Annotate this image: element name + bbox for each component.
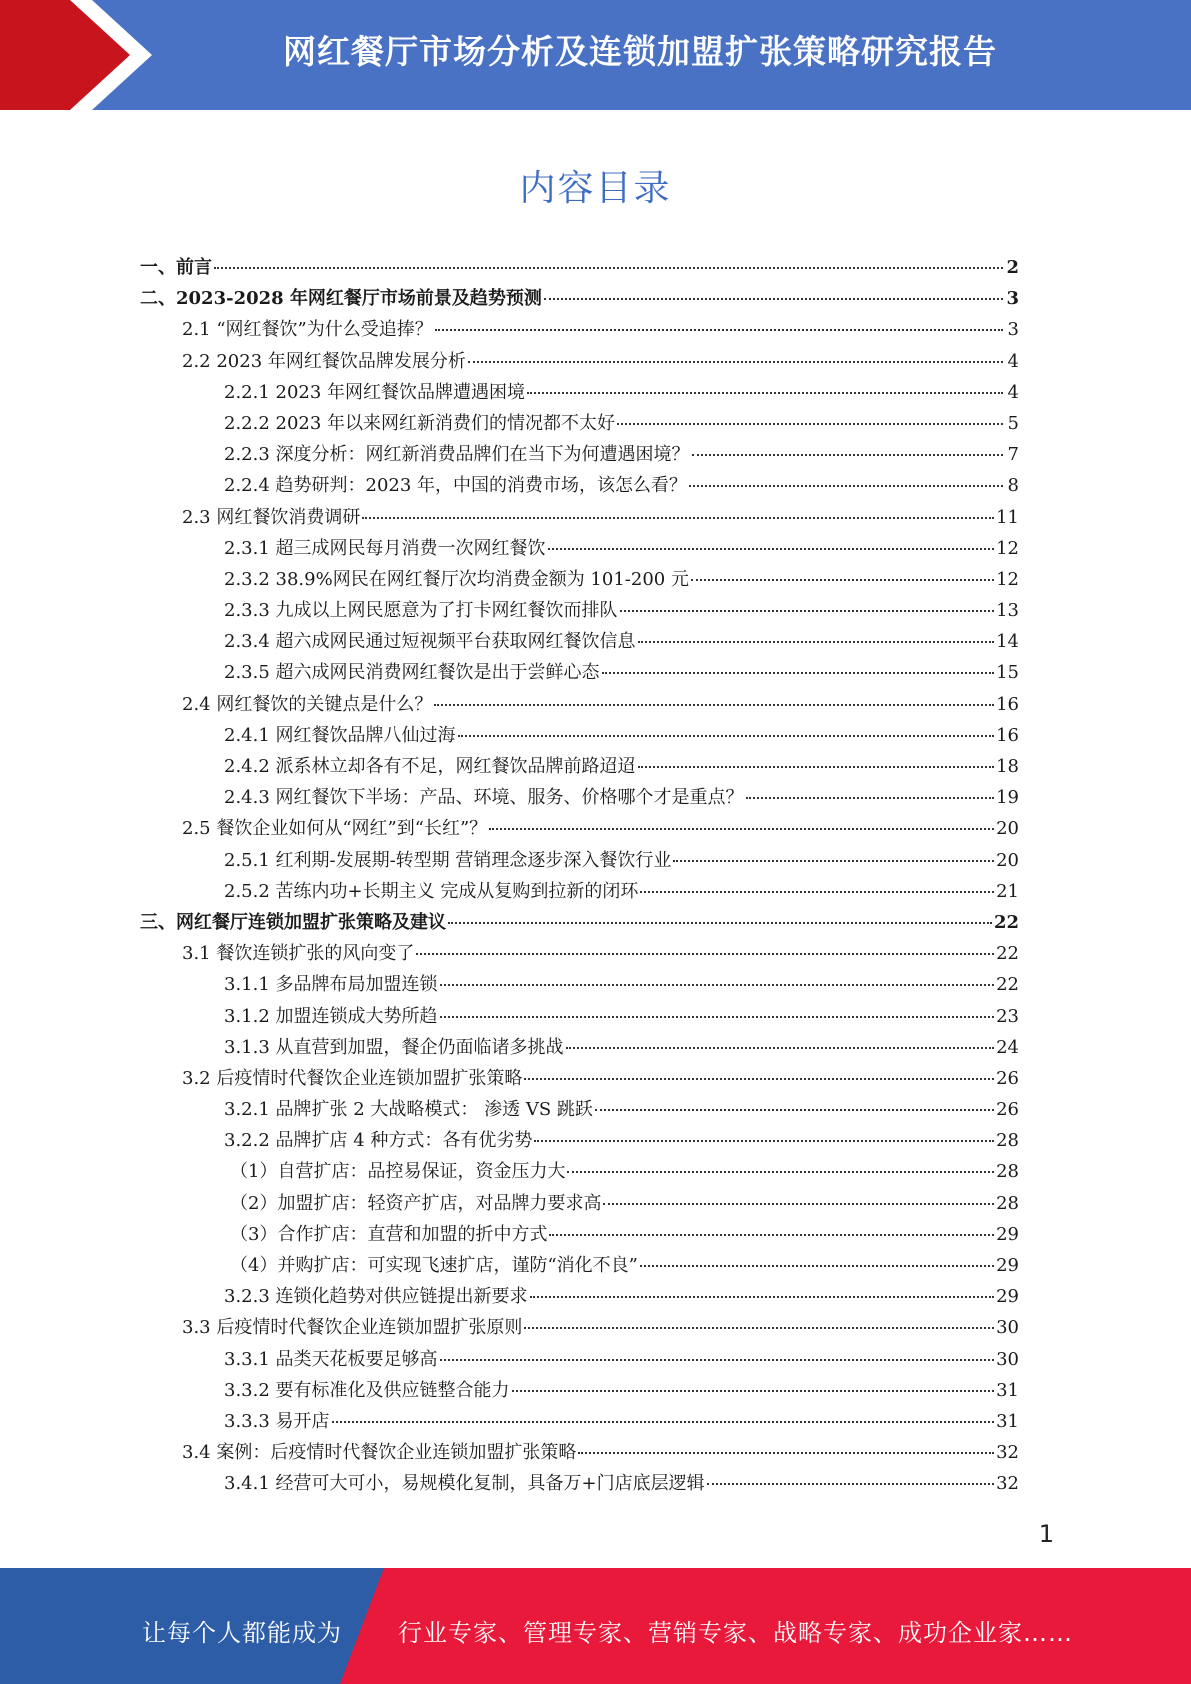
toc-leader-dots <box>602 672 995 674</box>
toc-entry[interactable] <box>140 503 1019 534</box>
toc-entry-text: 二、2023-2028 年网红餐厅市场前景及趋势预测 <box>140 288 542 310</box>
toc-heading: 内容目录 <box>519 168 672 209</box>
toc-entry[interactable] <box>140 814 1019 845</box>
toc-entry[interactable] <box>140 534 1019 565</box>
toc-leader-dots <box>692 454 1003 456</box>
toc-leader-dots <box>458 735 995 737</box>
toc-entry-page: 28 <box>996 1161 1019 1183</box>
toc-entry-text: （4）并购扩店：可实现飞速扩店，谨防“消化不良” <box>230 1255 638 1276</box>
toc-entry-text: 3.3.2 要有标准化及供应链整合能力 <box>224 1379 510 1401</box>
toc-leader-dots <box>544 298 1003 300</box>
toc-entry-text: 3.4.1 经营可大可小，易规模化复制，具备万+门店底层逻辑 <box>224 1473 705 1495</box>
toc-leader-dots <box>620 610 995 612</box>
toc-entry[interactable] <box>140 658 1019 689</box>
toc-entry-text: 2.5.2 苦练内功+长期主义 完成从复购到拉新的闭环 <box>224 880 639 902</box>
toc-entry-page: 28 <box>996 1130 1019 1152</box>
toc-leader-dots <box>595 1109 994 1111</box>
toc-entry-text: 2.4.3 网红餐饮下半场：产品、环境、服务、价格哪个才是重点？ <box>224 787 744 809</box>
toc-leader-dots <box>689 485 1003 487</box>
toc-leader-dots <box>707 1483 994 1485</box>
toc-entry-text: （2）加盟扩店：轻资产扩店，对品牌力要求高 <box>230 1192 602 1214</box>
toc-entry[interactable] <box>140 690 1019 721</box>
toc-entry-page: 4 <box>1007 350 1019 372</box>
toc-entry-text: 3.3.3 易开店 <box>224 1410 330 1432</box>
toc-entry-page: 16 <box>996 693 1019 715</box>
toc-entry[interactable] <box>140 284 1019 315</box>
toc-entry-text: 2.4.2 派系林立却各有不足，网红餐饮品牌前路迢迢 <box>224 756 636 777</box>
toc-entry-text: 3.1.2 加盟连锁成大势所趋 <box>224 1005 438 1027</box>
toc-entry-page: 2 <box>1006 257 1019 278</box>
toc-leader-dots <box>435 329 1003 331</box>
toc-entry-text: 3.4 案例：后疫情时代餐饮企业连锁加盟扩张策略 <box>182 1442 577 1464</box>
toc-entry[interactable] <box>140 970 1019 1001</box>
toc-entry[interactable] <box>140 1033 1019 1064</box>
toc-entry-page: 15 <box>996 662 1019 684</box>
toc-entry[interactable] <box>140 1220 1019 1251</box>
toc-entry-text: 2.2.2 2023 年以来网红新消费们的情况都不太好 <box>224 412 616 434</box>
toc-entry-page: 5 <box>1007 412 1019 434</box>
toc-leader-dots <box>549 1234 994 1236</box>
toc-entry[interactable] <box>140 1345 1019 1376</box>
toc-entry-text: 3.2.2 品牌扩店 4 种方式：各有优劣势 <box>224 1130 533 1152</box>
toc-leader-dots <box>567 1171 994 1173</box>
toc-leader-dots <box>640 1265 994 1267</box>
toc-entry-text: 2.1 “网红餐饮”为什么受追捧？ <box>182 319 433 341</box>
toc-entry[interactable] <box>140 1126 1019 1157</box>
toc-leader-dots <box>746 797 995 799</box>
toc-leader-dots <box>214 267 1003 269</box>
toc-entry-page: 29 <box>996 1223 1019 1245</box>
toc-entry[interactable] <box>140 1313 1019 1344</box>
toc-entry[interactable] <box>140 1251 1019 1282</box>
toc-entry[interactable] <box>140 783 1019 814</box>
toc-entry[interactable] <box>140 846 1019 877</box>
page-number: 1 <box>1038 1520 1054 1548</box>
toc-entry-text: （1）自营扩店：品控易保证，资金压力大 <box>230 1161 566 1183</box>
toc-leader-dots <box>578 1452 994 1454</box>
toc-leader-dots <box>530 1296 995 1298</box>
toc-entry-text: 2.3.1 超三成网民每月消费一次网红餐饮 <box>224 537 546 559</box>
toc-entry-text: 三、网红餐厅连锁加盟扩张策略及建议 <box>140 911 446 933</box>
toc-leader-dots <box>617 423 1003 425</box>
toc-entry[interactable] <box>140 565 1019 596</box>
toc-entry-page: 23 <box>996 1005 1019 1027</box>
footer-slogan-right: 行业专家、管理专家、营销专家、战略专家、成功企业家…… <box>398 1619 1073 1647</box>
toc-entry[interactable] <box>140 1282 1019 1313</box>
toc-leader-dots <box>468 361 1003 363</box>
toc-entry[interactable] <box>140 1469 1019 1500</box>
toc-entry[interactable] <box>140 1407 1019 1438</box>
toc-entry-text: 3.2.1 品牌扩张 2 大战略模式： 渗透 VS 跳跃 <box>224 1099 593 1121</box>
toc-leader-dots <box>440 1359 995 1361</box>
toc-entry-text: 3.3.1 品类天花板要足够高 <box>224 1348 438 1370</box>
toc-entry-text: 2.3.2 38.9%网民在网红餐厅次均消费金额为 101-200 元 <box>224 568 689 590</box>
toc-leader-dots <box>566 1047 995 1049</box>
toc-entry-page: 32 <box>996 1473 1019 1495</box>
toc-entry-page: 32 <box>996 1442 1019 1464</box>
toc-entry-page: 7 <box>1007 444 1019 466</box>
toc-entry-page: 29 <box>996 1255 1019 1276</box>
toc-entry-text: 2.4.1 网红餐饮品牌八仙过海 <box>224 724 456 746</box>
toc-entry-text: 2.4 网红餐饮的关键点是什么？ <box>182 693 433 715</box>
toc-entry[interactable] <box>140 347 1019 378</box>
toc-leader-dots <box>527 392 1003 394</box>
toc-entry-page: 18 <box>996 756 1019 777</box>
table-of-contents <box>140 253 1019 1501</box>
toc-entry-page: 8 <box>1007 475 1019 497</box>
toc-leader-dots <box>448 922 992 924</box>
toc-leader-dots <box>548 548 995 550</box>
toc-entry[interactable] <box>140 908 1019 939</box>
toc-entry-page: 26 <box>996 1099 1019 1121</box>
toc-entry[interactable] <box>140 471 1019 502</box>
toc-leader-dots <box>691 579 994 581</box>
toc-entry-text: 3.1.3 从直营到加盟，餐企仍面临诸多挑战 <box>224 1036 564 1058</box>
toc-entry-text: 3.1.1 多品牌布局加盟连锁 <box>224 974 438 996</box>
toc-leader-dots <box>440 1016 995 1018</box>
toc-leader-dots <box>362 517 994 519</box>
toc-entry-text: 3.2 后疫情时代餐饮企业连锁加盟扩张策略 <box>182 1067 523 1089</box>
toc-entry-text: 3.2.3 连锁化趋势对供应链提出新要求 <box>224 1286 528 1308</box>
toc-entry-text: 2.2.3 深度分析：网红新消费品牌们在当下为何遭遇困境？ <box>224 444 690 466</box>
toc-entry-text: （3）合作扩店：直营和加盟的折中方式 <box>230 1223 548 1245</box>
toc-leader-dots <box>440 984 995 986</box>
toc-entry-text: 一、前言 <box>140 257 212 278</box>
toc-leader-dots <box>332 1421 995 1423</box>
toc-entry-page: 30 <box>996 1348 1019 1370</box>
toc-entry[interactable] <box>140 1064 1019 1095</box>
toc-entry-page: 31 <box>996 1379 1019 1401</box>
toc-entry[interactable] <box>140 939 1019 970</box>
toc-entry[interactable] <box>140 596 1019 627</box>
toc-leader-dots <box>512 1390 995 1392</box>
toc-entry-page: 20 <box>996 818 1019 840</box>
toc-entry-text: 3.3 后疫情时代餐饮企业连锁加盟扩张原则 <box>182 1317 523 1339</box>
toc-leader-dots <box>524 1327 994 1329</box>
toc-entry-page: 22 <box>993 911 1019 933</box>
toc-entry[interactable] <box>140 1157 1019 1188</box>
toc-leader-dots <box>434 704 994 706</box>
toc-entry-text: 2.3.4 超六成网民通过短视频平台获取网红餐饮信息 <box>224 631 636 653</box>
toc-entry-text: 2.2 2023 年网红餐饮品牌发展分析 <box>182 350 466 372</box>
toc-entry-page: 22 <box>996 943 1019 965</box>
toc-entry[interactable] <box>140 315 1019 346</box>
toc-leader-dots <box>673 860 994 862</box>
toc-entry-text: 2.2.4 趋势研判：2023 年，中国的消费市场，该怎么看？ <box>224 475 688 497</box>
toc-entry-page: 21 <box>996 880 1019 902</box>
toc-leader-dots <box>638 641 995 643</box>
toc-entry-page: 4 <box>1007 381 1019 403</box>
toc-entry-page: 31 <box>996 1410 1019 1432</box>
toc-entry-page: 28 <box>996 1192 1019 1214</box>
toc-leader-dots <box>489 828 994 830</box>
report-title: 网红餐厅市场分析及连锁加盟扩张策略研究报告 <box>283 32 997 71</box>
toc-entry[interactable] <box>140 1376 1019 1407</box>
toc-leader-dots <box>603 1203 994 1205</box>
toc-leader-dots <box>524 1078 994 1080</box>
toc-entry-page: 12 <box>996 537 1019 559</box>
toc-entry-text: 2.3 网红餐饮消费调研 <box>182 506 361 528</box>
toc-entry-page: 24 <box>996 1036 1019 1058</box>
toc-entry-page: 20 <box>996 849 1019 871</box>
toc-entry-page: 13 <box>996 600 1019 622</box>
toc-entry-text: 2.5 餐饮企业如何从“网红”到“长红”？ <box>182 818 488 840</box>
toc-entry-page: 11 <box>996 506 1019 528</box>
toc-entry[interactable] <box>140 721 1019 752</box>
toc-entry[interactable] <box>140 1095 1019 1126</box>
toc-entry[interactable] <box>140 409 1019 440</box>
toc-leader-dots <box>640 891 994 893</box>
toc-entry-text: 2.5.1 红利期-发展期-转型期 营销理念逐步深入餐饮行业 <box>224 849 672 871</box>
toc-entry[interactable] <box>140 1438 1019 1469</box>
toc-entry-text: 3.1 餐饮连锁扩张的风向变了 <box>182 943 415 965</box>
toc-entry[interactable] <box>140 440 1019 471</box>
toc-entry-text: 2.3.5 超六成网民消费网红餐饮是出于尝鲜心态 <box>224 662 600 684</box>
toc-entry-page: 16 <box>996 724 1019 746</box>
toc-entry[interactable] <box>140 627 1019 658</box>
toc-entry-page: 12 <box>996 568 1019 590</box>
toc-leader-dots <box>416 953 994 955</box>
toc-entry-page: 22 <box>996 974 1019 996</box>
toc-entry-page: 3 <box>1007 319 1019 341</box>
toc-entry-page: 30 <box>996 1317 1019 1339</box>
toc-entry[interactable] <box>140 1002 1019 1033</box>
toc-entry-page: 14 <box>996 631 1019 653</box>
toc-entry-page: 29 <box>996 1286 1019 1308</box>
toc-leader-dots <box>638 766 995 768</box>
toc-entry[interactable] <box>140 253 1019 284</box>
toc-entry[interactable] <box>140 1189 1019 1220</box>
toc-entry-page: 3 <box>1006 288 1019 310</box>
toc-entry-page: 26 <box>996 1067 1019 1089</box>
toc-leader-dots <box>534 1140 994 1142</box>
toc-entry-page: 19 <box>996 787 1019 809</box>
footer-slogan-left: 让每个人都能成为 <box>142 1619 342 1647</box>
toc-entry-text: 2.3.3 九成以上网民愿意为了打卡网红餐饮而排队 <box>224 600 618 622</box>
toc-entry-text: 2.2.1 2023 年网红餐饮品牌遭遇困境 <box>224 381 526 403</box>
toc-entry[interactable] <box>140 378 1019 409</box>
toc-entry[interactable] <box>140 752 1019 783</box>
toc-entry[interactable] <box>140 877 1019 908</box>
